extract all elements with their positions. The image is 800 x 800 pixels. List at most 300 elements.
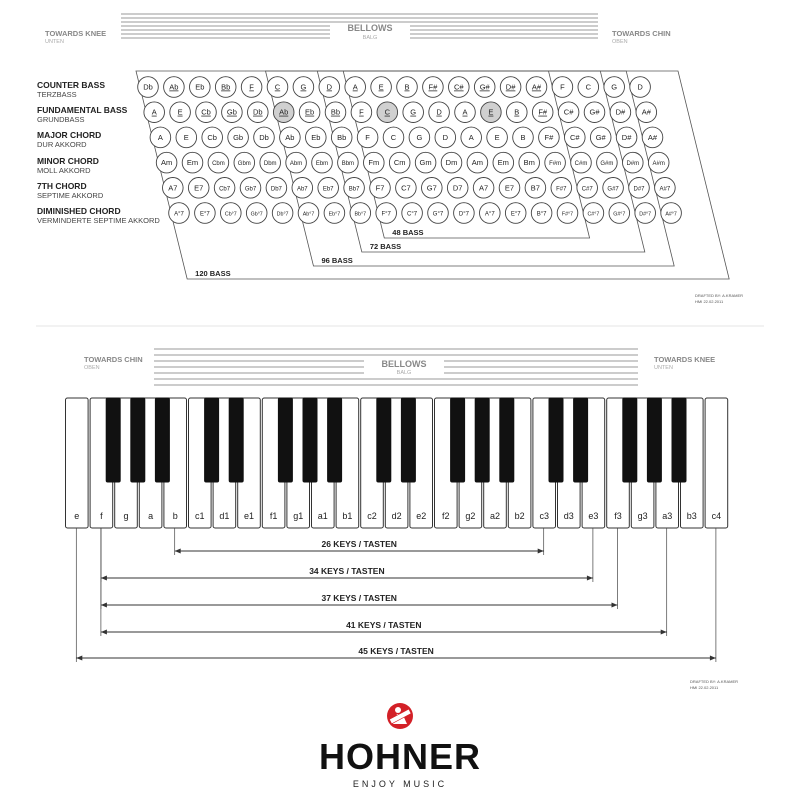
bass-button-label: Em (186, 158, 199, 168)
bass-button (208, 152, 229, 173)
bass-button (473, 178, 494, 199)
white-key (66, 398, 89, 528)
bass-button (551, 178, 572, 199)
bass-button-label: F# (538, 107, 548, 117)
bass-button (376, 203, 397, 224)
white-key-label: d2 (391, 511, 402, 521)
bass-towards-knee-sub: UNTEN (45, 39, 64, 45)
bass-button-label: Cbm (212, 161, 225, 168)
bass-bellows-label: BELLOWS (347, 23, 393, 33)
bass-button (272, 203, 293, 224)
bass-button-label: B°7 (536, 211, 547, 218)
bass-button-label: F# (544, 132, 554, 142)
bass-button-label: Bm (523, 158, 535, 168)
range-arrow-left (76, 656, 82, 661)
bass-button-label: Db7 (270, 186, 282, 193)
bass-button-label: Gb (226, 107, 237, 117)
bass-button-label: C (274, 82, 281, 92)
bass-row-title: COUNTER BASS (37, 80, 106, 90)
bass-button-label: F (249, 82, 254, 92)
bass-button-label: C# (454, 82, 464, 92)
white-key-label: e3 (588, 511, 599, 521)
bass-button (481, 102, 502, 123)
bass-button (454, 203, 475, 224)
black-key (303, 398, 317, 482)
bass-button-label: G°7 (432, 211, 444, 218)
bass-button (499, 178, 520, 199)
bass-button (507, 102, 528, 123)
range-arrow-left (175, 549, 181, 554)
white-key-label: a2 (489, 511, 501, 521)
keyboard-range-dimensions (76, 528, 716, 662)
kb-towards-knee-sub: UNTEN (654, 365, 673, 371)
bass-button (428, 203, 449, 224)
bass-button (635, 203, 656, 224)
bass-button (214, 178, 235, 199)
bass-button (338, 152, 359, 173)
black-key (549, 398, 563, 482)
bass-button-label: Bbm (341, 161, 355, 168)
bass-button (240, 178, 261, 199)
black-key (500, 398, 514, 482)
bass-button (188, 178, 209, 199)
range-arrow-left (101, 603, 107, 608)
bass-button (610, 102, 631, 123)
bass-button (260, 152, 281, 173)
bass-button-grid (138, 77, 682, 224)
bass-button-label: F (560, 82, 565, 92)
bass-button (280, 127, 301, 148)
white-key-label: a3 (662, 511, 673, 521)
bass-button-label: A#m (652, 161, 665, 168)
white-key-label: b1 (342, 511, 353, 521)
bass-button-label: G#°7 (613, 211, 626, 218)
bass-size-label: 96 BASS (321, 256, 353, 265)
black-key (451, 398, 465, 482)
bass-button-label: Cb7 (219, 186, 231, 193)
bass-button (273, 102, 294, 123)
brand-slogan: ENJOY MUSIC (352, 779, 448, 789)
bass-button-label: A (151, 107, 157, 117)
bass-button-label: A7 (479, 183, 489, 193)
bass-button (630, 77, 651, 98)
bass-button (449, 77, 470, 98)
white-key-label: e2 (416, 511, 427, 521)
kb-towards-knee-label: TOWARDS KNEE (654, 355, 716, 364)
bass-button (526, 77, 547, 98)
range-arrow-left (101, 576, 107, 581)
bass-button (377, 102, 398, 123)
bass-button (196, 102, 217, 123)
black-key (205, 398, 219, 482)
bass-button (558, 102, 579, 123)
black-key (155, 398, 169, 482)
bass-button (357, 127, 378, 148)
bass-button-label: A#°7 (665, 211, 677, 218)
bass-button (409, 127, 430, 148)
bass-button (616, 127, 637, 148)
bass-row-subtitle: GRUNDBASS (37, 115, 85, 125)
bass-button-label: Bb°7 (354, 211, 367, 218)
bass-button (423, 77, 444, 98)
kb-drafted-by: DRAFTED BY: A.KRAMER (690, 679, 739, 684)
bass-button (609, 203, 630, 224)
bass-button-label: G#7 (607, 186, 619, 193)
bass-button-label: A (352, 82, 358, 92)
bass-button (182, 152, 203, 173)
white-key-label: c1 (195, 511, 205, 521)
bass-size-label: 72 BASS (369, 242, 402, 251)
bass-button-label: A (157, 132, 163, 142)
bass-button-label: Bb (221, 82, 231, 92)
white-key-label: e1 (243, 511, 255, 521)
white-key-label: f2 (442, 511, 450, 521)
white-key-label: f1 (269, 511, 278, 521)
black-key (401, 398, 415, 482)
bass-button-label: Db (259, 132, 269, 142)
black-key (647, 398, 661, 482)
range-label: 26 KEYS / TASTEN (321, 539, 397, 549)
bass-button-label: C7 (401, 183, 411, 193)
range-arrow-right (710, 656, 716, 661)
bass-button (331, 127, 352, 148)
bass-button-label: A#7 (659, 186, 671, 193)
bass-button-label: D (326, 82, 333, 92)
brand-name: HOHNER (318, 736, 481, 777)
bass-button (318, 178, 339, 199)
bass-button (519, 152, 540, 173)
bass-button-label: E (378, 82, 384, 92)
bass-button-label: A# (641, 107, 651, 117)
bass-button-label: A°7 (484, 211, 495, 218)
bass-row-subtitle: DUR AKKORD (37, 140, 87, 150)
bass-button (455, 102, 476, 123)
bass-button (156, 152, 177, 173)
bass-button (293, 77, 314, 98)
bass-button-label: Eb (305, 107, 315, 117)
bass-button-label: C#m (574, 161, 588, 168)
bass-button-label: C°7 (407, 211, 418, 218)
bass-button-label: F#m (549, 161, 562, 168)
bass-button (292, 178, 313, 199)
bass-button-label: C# (570, 132, 580, 142)
black-key (278, 398, 292, 482)
black-key (475, 398, 489, 482)
bass-button-label: B (520, 132, 526, 142)
bass-button (531, 203, 552, 224)
bass-row-subtitle: VERMINDERTE SEPTIME AKKORD (37, 216, 160, 225)
bass-button-label: E (488, 107, 494, 117)
bass-row-title: MAJOR CHORD (37, 130, 102, 141)
bass-button-label: Db (143, 82, 153, 92)
bass-button (221, 203, 242, 224)
bass-button (623, 152, 644, 173)
bass-button-label: D (436, 107, 442, 117)
bass-button-label: C#7 (581, 186, 593, 193)
bass-button (447, 178, 468, 199)
bass-button (222, 102, 243, 123)
bass-button-label: A°7 (174, 211, 184, 218)
bass-button-label: F (359, 107, 364, 117)
bass-towards-chin-label: TOWARDS CHIN (612, 29, 671, 38)
black-key (328, 398, 342, 482)
bass-button (312, 152, 333, 173)
white-key-label: g (123, 511, 129, 521)
white-key-label: c2 (367, 511, 377, 521)
bass-drafted-date: HMI 22.02.2011 (695, 299, 724, 304)
bass-button (590, 127, 611, 148)
bass-button-label: Gbm (237, 161, 251, 168)
bass-button-label: Cm (393, 158, 406, 168)
bass-button (202, 127, 223, 148)
bass-button-label: F7 (375, 183, 385, 193)
bass-button-label: Ab (279, 107, 289, 117)
range-arrow-left (101, 630, 107, 635)
bass-button-label: A (468, 132, 474, 142)
bass-button-label: E°7 (510, 211, 521, 218)
bass-button-label: G7 (426, 183, 437, 193)
bass-button-label: G (416, 132, 423, 142)
bass-button (422, 178, 443, 199)
bass-button (397, 77, 418, 98)
bass-button (513, 127, 534, 148)
bass-button-label: Am (471, 158, 484, 168)
bass-button-label: A (462, 107, 468, 117)
bass-button (557, 203, 578, 224)
bass-button (539, 127, 560, 148)
bass-row-title: FUNDAMENTAL BASS (37, 105, 128, 116)
white-key-label: a1 (317, 511, 328, 521)
black-key (106, 398, 120, 482)
bass-button (364, 152, 385, 173)
bass-button-label: G# (589, 107, 600, 117)
bass-button (402, 203, 423, 224)
kb-towards-chin-label: TOWARDS CHIN (84, 355, 143, 364)
bass-button (371, 77, 392, 98)
bass-button-label: G# (479, 82, 490, 92)
bass-button-label: E (177, 107, 183, 117)
bass-button-label: E°7 (200, 211, 210, 218)
bass-button-label: C (384, 107, 391, 117)
range-label: 45 KEYS / TASTEN (358, 646, 434, 656)
bass-button (597, 152, 618, 173)
bass-button (195, 203, 216, 224)
bass-drafted-by: DRAFTED BY: A.KRAMER (695, 293, 744, 298)
bass-button (150, 127, 171, 148)
bass-button-label: B (404, 82, 410, 92)
bass-button (545, 152, 566, 173)
bass-button (552, 77, 573, 98)
bass-button (525, 178, 546, 199)
hohner-logo-figure (395, 707, 401, 713)
kb-drafted-date: HMI 22.02.2011 (690, 685, 719, 690)
range-label: 34 KEYS / TASTEN (309, 566, 385, 576)
bass-button-label: B7 (530, 183, 540, 193)
bass-button-label: Eb (195, 82, 205, 92)
bass-button (170, 102, 191, 123)
bass-button-label: D# (615, 107, 626, 117)
bass-button-label: C (390, 132, 397, 142)
bass-row-title: DIMINISHED CHORD (37, 206, 121, 216)
bass-button-label: C (585, 82, 592, 92)
bass-button-label: Cb°7 (224, 211, 237, 218)
bass-button (474, 77, 495, 98)
range-arrow-right (587, 576, 593, 581)
bass-button-label: Abm (289, 161, 303, 168)
bass-button-label: Cb (207, 132, 217, 142)
bass-button-label: D#7 (633, 186, 645, 193)
bass-button (603, 178, 624, 199)
bass-button-label: C# (563, 107, 574, 117)
bass-button (138, 77, 159, 98)
bass-button (636, 102, 657, 123)
bass-button (480, 203, 501, 224)
bass-button (661, 203, 682, 224)
bass-button-label: Fm (368, 158, 380, 168)
bass-button (324, 203, 345, 224)
black-key (229, 398, 243, 482)
bass-button (254, 127, 275, 148)
bass-button (345, 77, 366, 98)
bass-button-label: Eb7 (322, 186, 334, 193)
bass-button-label: F (365, 132, 370, 142)
bass-button-label: Eb (311, 132, 321, 142)
bass-row-title: MINOR CHORD (37, 155, 99, 166)
black-key (377, 398, 391, 482)
white-key-label: g1 (293, 511, 304, 521)
bass-button-label: G#m (600, 161, 614, 168)
bass-button (344, 178, 365, 199)
bass-button (629, 178, 650, 199)
bass-button (467, 152, 488, 173)
bass-button-label: Bb (337, 132, 347, 142)
white-key-label: b2 (514, 511, 525, 521)
bass-button-label: G (300, 82, 307, 92)
hohner-logo (387, 703, 413, 729)
white-key-label: f3 (614, 511, 622, 521)
bass-button-label: A# (647, 132, 658, 142)
bass-button (604, 77, 625, 98)
white-key-label: b3 (686, 511, 697, 521)
range-arrow-right (538, 549, 544, 554)
bass-button (584, 102, 605, 123)
bass-button-label: E7 (504, 183, 515, 193)
bass-button (350, 203, 371, 224)
bass-button-label: F# (428, 82, 438, 92)
bass-button (577, 178, 598, 199)
bass-button (144, 102, 165, 123)
bass-button-label: F#7 (556, 186, 567, 193)
bass-button-label: A# (531, 82, 542, 92)
bass-size-label: 48 BASS (392, 228, 424, 237)
white-key-label: a (148, 511, 154, 521)
bass-button (234, 152, 255, 173)
bass-button-label: Gb°7 (250, 211, 263, 218)
bass-button-label: Ab7 (296, 186, 308, 193)
bass-button (306, 127, 327, 148)
bass-button-label: G (410, 107, 417, 117)
bass-button-label: Gb7 (244, 186, 257, 193)
bass-row-subtitle: MOLL AKKORD (37, 165, 91, 175)
bass-button-label: D (637, 82, 643, 92)
bass-button (655, 178, 676, 199)
key-range-dimension (175, 528, 544, 555)
bass-bellows-sub: BALG (362, 35, 378, 41)
black-key (574, 398, 588, 482)
white-key (705, 398, 728, 528)
bass-button (266, 178, 287, 199)
bass-button (319, 77, 340, 98)
bass-button-label: Gb (233, 132, 244, 142)
bass-button-label: Ab (169, 82, 179, 92)
bass-button (565, 127, 586, 148)
bass-button-label: Gm (419, 158, 432, 168)
bass-button (383, 127, 404, 148)
bass-towards-knee-label: TOWARDS KNEE (45, 29, 107, 38)
keyboard-keys (66, 398, 728, 528)
bass-button-label: D# (505, 82, 516, 92)
white-key-label: e (74, 511, 80, 521)
bass-button-label: B (514, 107, 520, 117)
bass-button-label: E7 (194, 183, 204, 193)
kb-towards-chin-sub: OBEN (84, 365, 100, 371)
bass-button-label: Ab (285, 132, 295, 142)
bass-row-subtitle: SEPTIME AKKORD (37, 190, 104, 200)
black-key (131, 398, 145, 482)
bass-button (241, 77, 262, 98)
white-key-label: f (100, 511, 103, 521)
bass-button-label: D#m (626, 161, 640, 168)
bass-button (190, 77, 211, 98)
bass-button (396, 178, 417, 199)
bass-towards-chin-sub: OBEN (612, 39, 628, 45)
bass-button-label: D7 (452, 183, 463, 193)
bass-button-label: E (183, 132, 189, 142)
bass-button (578, 77, 599, 98)
bass-button (648, 152, 669, 173)
bass-button (403, 102, 424, 123)
bass-button (505, 203, 526, 224)
bass-button-label: D#°7 (639, 211, 652, 218)
white-key-label: c3 (539, 511, 549, 521)
bass-button-label: E (494, 132, 500, 142)
white-key-label: g2 (465, 511, 476, 521)
bass-button (493, 152, 514, 173)
bass-button-label: D (442, 132, 449, 142)
bass-button-label: Ab°7 (302, 211, 315, 218)
bass-button (435, 127, 456, 148)
bass-button (571, 152, 592, 173)
white-key-label: d3 (563, 511, 574, 521)
bass-button-label: D°7 (458, 211, 469, 218)
bass-button-label: F#°7 (561, 211, 574, 218)
bass-button-label: C#°7 (587, 211, 600, 218)
black-key (623, 398, 637, 482)
bass-button (642, 127, 663, 148)
bass-button (389, 152, 410, 173)
bass-button (169, 203, 190, 224)
bass-button-label: Bb (330, 107, 341, 117)
white-key-label: g3 (637, 511, 648, 521)
bass-button-label: Db°7 (276, 211, 289, 218)
bass-button-label: Cb (201, 107, 211, 117)
bass-button (163, 178, 184, 199)
bass-button-label: Db (253, 107, 263, 117)
bass-button (325, 102, 346, 123)
bass-button (441, 152, 462, 173)
bass-button (176, 127, 197, 148)
bass-button-label: G# (595, 132, 606, 142)
